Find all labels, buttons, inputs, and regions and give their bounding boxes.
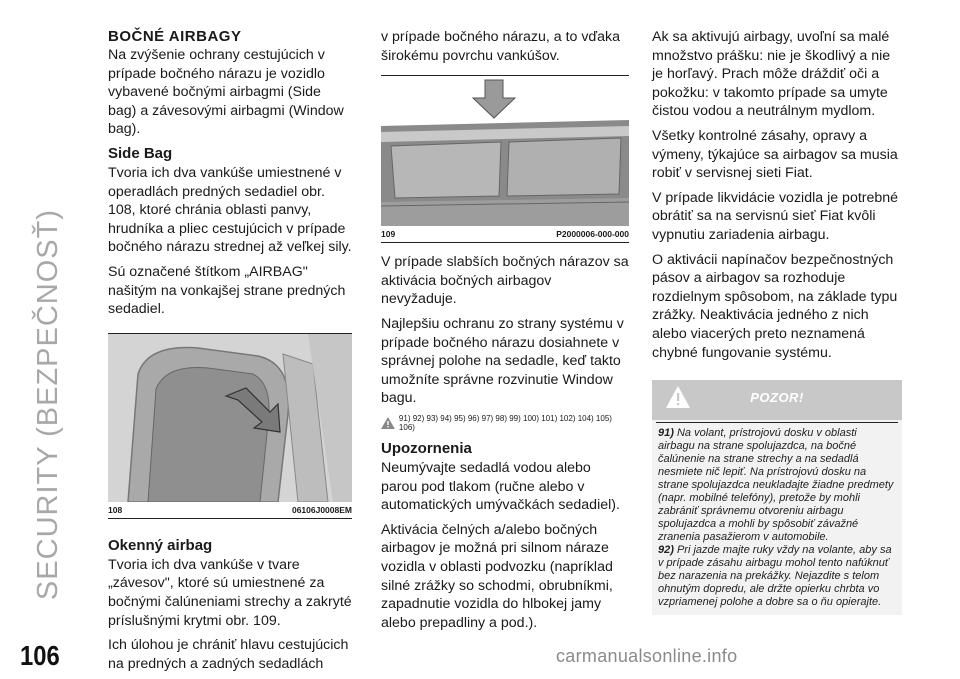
paragraph-activation: O aktivácii napínačov bezpečnostných pásov a airbagov sa rozhoduje rozdielnym spôsobom, na základe typu zrážky. Neaktivácia jedného z nich alebo viacerých preto neznamená chybné fungovanie systému. (652, 251, 898, 361)
note-paragraph-2: Aktivácia čelných a/alebo bočných airbagov je možná pri silnom náraze vozidla v oblasti podvozku (napríklad silné zrážky so schodmi, obrubníkmi, zapadnutie vozidla do hlbokej jamy alebo prepadliny a pod.). (381, 521, 613, 631)
seat-illustration-svg (108, 334, 352, 502)
column-3 (652, 28, 902, 615)
window-airbag-paragraph-1: Tvoria ich dva vankúše v tvare „závesov", ktoré sú umiestnené za bočnými čalúneniami strechy a zakryté príslušnými krytmi obr. 109. (108, 556, 352, 629)
warning-item-number: 91) (658, 427, 674, 440)
paragraph-best-protection: Najlepšiu ochranu zo strany systému v prípade bočného nárazu dosiahnete v správnej polohe na sedadle, keď takto umožníte správne rozvinutie Window bagu. (381, 315, 624, 407)
figure-number: 108 (108, 504, 123, 515)
window-airbag-illustration (381, 76, 629, 226)
paragraph-service: Všetky kontrolné zásahy, opravy a výmeny, týkajúce sa airbagov sa musia robiť v servisnej sieti Fiat. (652, 127, 898, 182)
intro-paragraph: Na zvýšenie ochrany cestujúcich v prípade bočného nárazu je vozidlo vybavené bočnými airbagmi (Side bag) a závesovými airbagmi (Window bag). (108, 47, 344, 138)
figure-108-caption (108, 502, 352, 519)
figure-109-caption (381, 226, 629, 243)
page-number: 106 (20, 640, 60, 671)
warning-item-text: Pri jazde majte ruky vždy na volante, aby sa v prípade zásahu airbagu mohol tento nafúknuť bez narazenia na prekážky. Nejazdite s telom ohnutým dopredu, ale držte opierku chrbta vo vzpriamenej polohe a dobre sa o ňu opierajte. (658, 544, 892, 609)
paragraph-weak-impact: V prípade slabších bočných nárazov sa aktivácia bočných airbagov nevyžaduje. (381, 254, 629, 308)
window-airbag-paragraph-2: Ich úlohou je chrániť hlavu cestujúcich na predných a zadných sedadlách (108, 637, 349, 672)
warning-box (652, 380, 902, 615)
warning-item-91 (658, 427, 896, 544)
warning-title: POZOR! (750, 390, 804, 406)
figure-108 (108, 333, 352, 519)
side-title-text: SECURITY (BEZPEČNOSŤ) (31, 208, 64, 600)
seat-airbag-illustration (108, 334, 352, 502)
figure-code: P2000006-000-000 (556, 229, 629, 240)
side-bag-paragraph-1: Tvoria ich dva vankúše umiestnené v operadlách predných sedadiel obr. 108, ktoré chránia oblasti panvy, hrudníka a pliec cestujúcich v prípade bočného nárazu strednej až veľkej sily. (108, 164, 352, 256)
note-paragraph-1: Neumývajte sedadlá vodou alebo parou pod tlakom (ručne alebo v automatických umývačkách sedadiel). (381, 459, 620, 514)
side-bag-paragraph-2: Sú označené štítkom „AIRBAG" našitým na vonkajšej strane predných sedadiel. (108, 263, 346, 318)
column-2 (381, 28, 629, 638)
warning-header (652, 380, 902, 420)
section-side-title (28, 20, 68, 600)
car-side-illustration-svg (381, 76, 629, 226)
figure-code: 06106J0008EM (291, 504, 352, 515)
heading-window-airbag: Okenný airbag (108, 536, 213, 554)
figure-number: 109 (381, 229, 396, 240)
footer-brand: carmanualsonline.info (556, 646, 738, 666)
column-1 (108, 28, 352, 679)
warning-triangle-icon (381, 417, 395, 429)
heading-notes: Upozornenia (381, 439, 472, 457)
warning-item-92 (658, 544, 896, 609)
warning-item-text: Na volant, prístrojovú dosku v oblasti airbagu na strane spolujazdca, na bočné čalúnenie na strane strechy a na sedadlá nesmiete nič lepiť. Na prístrojovú dosku na strane spolujazdca neukladajte žiadne predmety (napr. mobilné telefóny), pretože by mohli zabrániť správnemu otvoreniu airbagu spolujazdca a mohli by spôsobiť závažné zranenia pasažierom v automobile. (658, 427, 894, 544)
heading-side-airbags: BOČNÉ AIRBAGY (108, 28, 242, 45)
figure-109 (381, 75, 629, 243)
warning-references (381, 414, 629, 432)
paragraph-disposal: V prípade likvidácie vozidla je potrebné obrátiť sa na servisnú sieť Fiat kvôli vypnutiu zariadenia airbagu. (652, 189, 899, 243)
warning-item-number: 92) (658, 544, 674, 557)
heading-side-bag: Side Bag (108, 144, 173, 162)
warning-reference-numbers: 91) 92) 93) 94) 95) 96) 97) 98) 99) 100) 101) 102) 104) 105) 106) (398, 413, 612, 432)
continued-paragraph: v prípade bočného nárazu, a to vďaka širokému povrchu vankúšov. (381, 29, 621, 64)
warning-body (652, 423, 902, 615)
paragraph-powder: Ak sa aktivujú airbagy, uvoľní sa malé množstvo prášku: nie je škodlivý a nie je horľavý. Prach môže dráždiť oči a pokožku: v takomto prípade sa umyte čistou vodou a neutrálnym mydlom. (652, 29, 891, 120)
